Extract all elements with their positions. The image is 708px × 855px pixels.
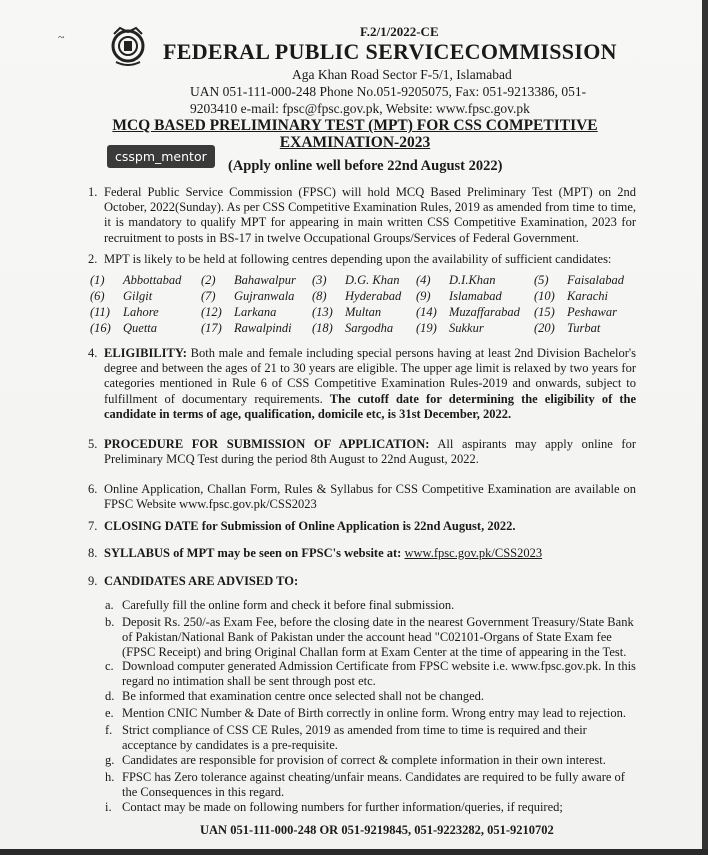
photo-edge (702, 0, 708, 855)
exam-centre-name: Larkana (234, 305, 277, 319)
advice-text: Mention CNIC Number & Date of Birth correctly in online form. Wrong entry may lead to rejection. (122, 706, 626, 720)
exam-centre-name: Lahore (123, 305, 159, 319)
exam-centre-number: (14) (416, 305, 437, 319)
exam-centre-number: (18) (312, 321, 333, 335)
exam-centre-name: Islamabad (449, 289, 502, 303)
exam-centre-number: (17) (201, 321, 222, 335)
apply-deadline: (Apply online well before 22nd August 2022) (228, 158, 503, 174)
reference-number: F.2/1/2022-CE (360, 24, 439, 39)
exam-centre-number: (8) (312, 289, 327, 303)
advice-letter: c. (105, 659, 114, 673)
exam-centre-name: Rawalpindi (234, 321, 292, 335)
exam-centre-number: (11) (90, 305, 110, 319)
advice-letter: e. (105, 706, 114, 720)
exam-centre-number: (16) (90, 321, 111, 335)
procedure-text: All aspirants may apply online for Preliminary MCQ Test during the period 8th August to 22nd August, 2022. (104, 437, 637, 467)
para-8 (104, 546, 636, 561)
advice-letter: d. (105, 689, 115, 703)
office-address: Aga Khan Road Sector F-5/1, Islamabad (292, 67, 512, 82)
para-9-heading: CANDIDATES ARE ADVISED TO: (104, 574, 299, 588)
para-6-number: 6. (88, 482, 98, 496)
advice-letter: g. (105, 753, 115, 767)
advice-text: FPSC has Zero tolerance against cheating/unfair means. Candidates are required to be fully aware of the Consequences in this regard. (122, 770, 625, 800)
exam-centre-number: (2) (201, 273, 216, 287)
margin-mark: ~ (58, 30, 65, 44)
exam-centre-number: (15) (534, 305, 555, 319)
advice-letter: f. (105, 723, 113, 737)
para-5-number: 5. (88, 437, 98, 451)
syllabus-label: SYLLABUS of MPT may be seen on FPSC's website at: (104, 546, 402, 560)
advice-item (105, 659, 636, 689)
exam-centre-number: (5) (534, 273, 549, 287)
exam-centre-number: (9) (416, 289, 431, 303)
advice-item (105, 753, 636, 768)
advice-text: Candidates are responsible for provision of correct & complete information in their own interest. (122, 753, 606, 767)
advice-text: Deposit Rs. 250/-as Exam Fee, before the closing date in the nearest Government Treasury/State Bank of Pakistan/National Bank of Pakistan under the account head "C02101-Organs of State Exam fee (FPSC Receipt) and bring Original Challan form at Exam Center at the time of appearing in the Test. (122, 615, 634, 660)
exam-centre-number: (13) (312, 305, 333, 319)
exam-centre-number: (4) (416, 273, 431, 287)
contact-details: UAN 051-111-000-248 Phone No.051-9205075, Fax: 051-9213386, 051-9203410 e-mail: fpsc@fpsc.gov.pk, Website: www.fpsc.gov.pk (190, 84, 587, 116)
advice-text: Carefully fill the online form and check it before final submission. (122, 598, 455, 612)
eligibility-label: ELIGIBILITY: (104, 346, 187, 360)
watermark-badge: csspm_mentor (107, 145, 215, 168)
exam-centre-name: Karachi (567, 289, 608, 303)
advice-item (105, 598, 636, 613)
exam-centre-name: Gilgit (123, 289, 153, 303)
advice-letter: i. (105, 800, 112, 814)
advice-item (105, 706, 636, 721)
exam-centre-name: Multan (345, 305, 382, 319)
para-4-number: 4. (88, 346, 98, 360)
advice-letter: h. (105, 770, 115, 784)
exam-centre-name: D.I.Khan (449, 273, 496, 287)
heading-line-1: MCQ BASED PRELIMINARY TEST (MPT) FOR CSS COMPETITIVE (112, 117, 598, 134)
eligibility-text: Both male and female including special persons having at least 2nd Division Bachelor's degree and between the ages of 21 to 30 years are eligible. The upper age limit is relaxed by two years for categories mentioned in Rule 6 of CSS Competitive Examination Rules-2019 and onwards, subject to fulfillment of documentary requirements. (104, 346, 636, 406)
para-1: Federal Public Service Commission (FPSC) will hold MCQ Based Preliminary Test (MPT) on 2nd October, 2022(Sunday). As per CSS Competitive Examination Rules, 2019 as amended from time to time, it is mandatory to qualify MPT for appearing in main written CSS Competitive Examination, 2023 for recruitment to posts in BS-17 in twelve Occupational Groups/Services of Federal Government. (104, 185, 636, 245)
fpsc-emblem-icon (108, 24, 148, 68)
para-7-number: 7. (88, 519, 98, 533)
advice-item (105, 770, 636, 800)
para-4 (104, 346, 636, 422)
para-2: MPT is likely to be held at following centres depending upon the availability of sufficient candidates: (104, 252, 612, 266)
advice-item (105, 689, 636, 704)
exam-centre-name: Hyderabad (345, 289, 402, 303)
advice-text: Be informed that examination centre once selected shall not be changed. (122, 689, 485, 703)
advice-text: Contact may be made on following numbers for further information/queries, if required; (122, 800, 563, 814)
exam-centre-name: D.G. Khan (345, 273, 400, 287)
exam-centre-name: Faisalabad (567, 273, 624, 287)
para-1-number: 1. (88, 185, 98, 199)
eligibility-cutoff: The cutoff date for determining the eligibility of the candidate in terms of age, qualification, domicile etc, is 31st December, 2022. (104, 391, 636, 421)
advice-item (105, 723, 636, 753)
exam-centre-number: (7) (201, 289, 216, 303)
exam-centre-number: (3) (312, 273, 327, 287)
para-7-closing-date: CLOSING DATE for Submission of Online Application is 22nd August, 2022. (104, 519, 516, 533)
exam-centre-number: (19) (416, 321, 437, 335)
exam-centre-name: Bahawalpur (234, 273, 296, 287)
procedure-label: PROCEDURE FOR SUBMISSION OF APPLICATION: (104, 437, 430, 451)
heading-line-2: EXAMINATION-2023 (279, 134, 431, 151)
advice-text: Download computer generated Admission Certificate from FPSC website i.e. www.fpsc.gov.pk. In this regard no intimation shall be sent through post etc. (122, 659, 636, 689)
organization-title: FEDERAL PUBLIC SERVICECOMMISSION (163, 39, 617, 64)
exam-centre-name: Sukkur (449, 321, 484, 335)
exam-centre-number: (10) (534, 289, 555, 303)
exam-centre-name: Sargodha (345, 321, 394, 335)
advice-item (105, 615, 636, 661)
advice-item (105, 800, 636, 815)
para-6: Online Application, Challan Form, Rules & Syllabus for CSS Competitive Examination are available on FPSC Website www.fpsc.gov.pk/CSS2023 (104, 482, 636, 512)
advice-letter: b. (105, 615, 115, 629)
photo-bottom-edge (0, 849, 708, 855)
exam-centre-name: Muzaffarabad (449, 305, 520, 319)
exam-centre-number: (6) (90, 289, 105, 303)
contact-numbers: UAN 051-111-000-248 OR 051-9219845, 051-9223282, 051-9210702 (200, 823, 554, 837)
exam-centre-name: Quetta (123, 321, 158, 335)
exam-centre-name: Peshawar (567, 305, 617, 319)
exam-centre-number: (20) (534, 321, 555, 335)
para-8-number: 8. (88, 546, 98, 560)
exam-centre-name: Abbottabad (123, 273, 182, 287)
exam-centre-number: (12) (201, 305, 222, 319)
exam-centre-number: (1) (90, 273, 105, 287)
para-5 (104, 437, 636, 467)
syllabus-link[interactable]: www.fpsc.gov.pk/CSS2023 (404, 546, 543, 560)
para-2-number: 2. (88, 252, 98, 266)
advice-letter: a. (105, 598, 114, 612)
advice-text: Strict compliance of CSS CE Rules, 2019 as amended from time to time is required and their acceptance by candidates is a pre-requisite. (122, 723, 587, 753)
para-9-number: 9. (88, 574, 98, 588)
exam-centre-name: Turbat (567, 321, 601, 335)
exam-centre-name: Gujranwala (234, 289, 295, 303)
